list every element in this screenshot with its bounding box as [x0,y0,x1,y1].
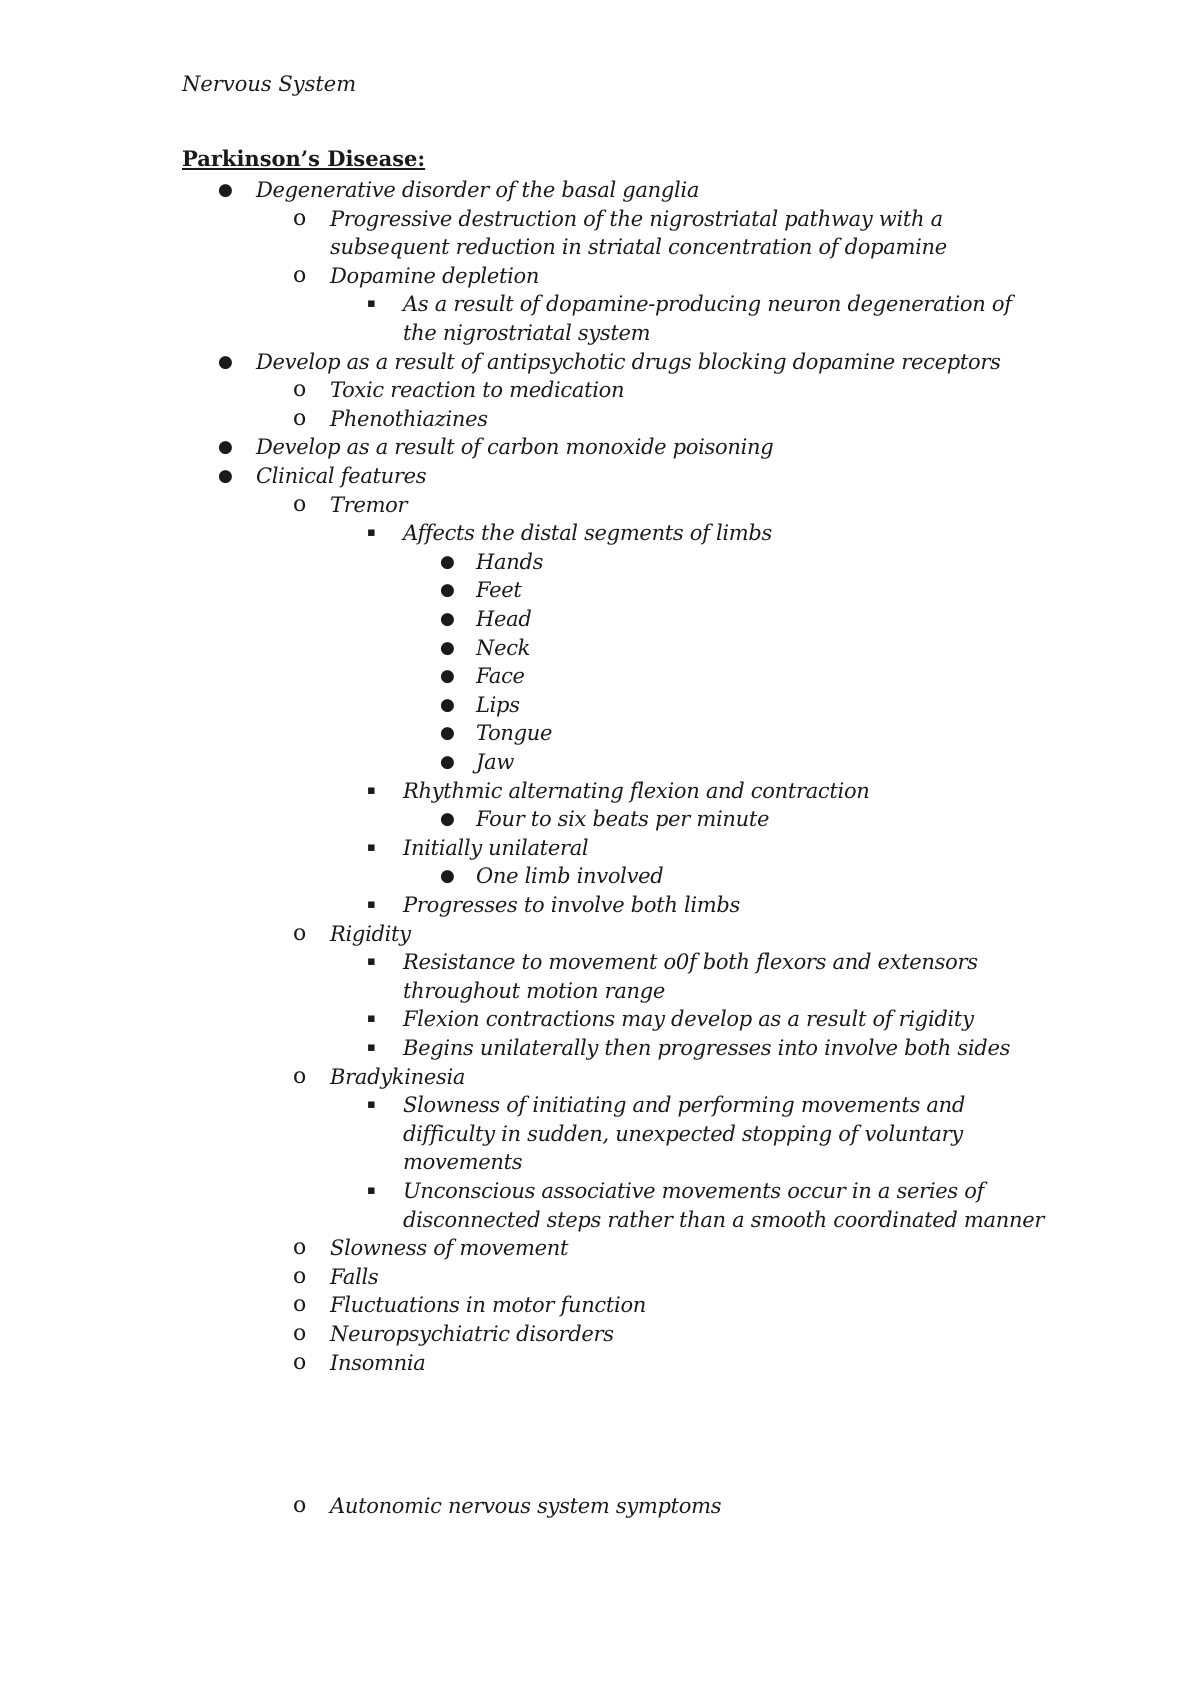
list-item-text: Toxic reaction to medication [330,378,625,403]
circle-bullet-icon: o [293,377,306,403]
circle-bullet-icon: o [293,1321,306,1346]
list-item-text: Neuropsychiatric disorders [330,1322,614,1346]
list-item-text: Neck [476,635,531,660]
list-item-text: Degenerative disorder of the basal ganglia [256,178,700,202]
circle-bullet-icon: o [293,405,306,431]
list-item-text: Unconscious associative movements occur in a series of [403,1179,985,1203]
list-item-text: difficulty in sudden, unexpected stopping of voluntary [403,1121,963,1146]
bullet-icon: ● [440,551,455,572]
list-item-text: movements [403,1150,523,1175]
list-item-text: Phenothiazines [330,406,488,431]
list-item-text: Rigidity [330,921,411,946]
bullet-icon: ● [440,580,455,601]
bullet-icon: ● [218,466,233,486]
list-item-text: Jaw [476,750,515,774]
list-item-text: Initially unilateral [403,835,589,860]
list-item-text: Progresses to involve both limbs [403,893,741,917]
bullet-icon: ● [218,351,233,372]
list-item-text: Head [476,607,532,631]
list-item-text: Tremor [330,492,408,517]
list-item-text: One limb involved [476,864,664,889]
list-item-text: Slowness of initiating and performing movements and [403,1093,966,1118]
square-bullet-icon: ▪ [367,897,376,912]
circle-bullet-icon: o [293,920,306,946]
list-item-text: Dopamine depletion [330,263,540,288]
bullet-icon: ● [218,180,233,200]
bullet-icon: ● [440,752,455,772]
list-item-text: Develop as a result of carbon monoxide poisoning [256,435,774,460]
circle-bullet-icon: o [293,262,306,288]
bullet-icon: ● [440,723,455,744]
list-item-text: disconnected steps rather than a smooth coordinated manner [403,1207,1045,1232]
square-bullet-icon: ▪ [367,839,376,855]
square-bullet-icon: ▪ [367,525,376,541]
section-heading: Parkinson’s Disease: [182,146,426,171]
list-item-text: Autonomic nervous system symptoms [330,1494,722,1519]
square-bullet-icon: ▪ [367,1040,376,1055]
list-item-text: Progressive destruction of the nigrostriatal pathway with a [330,206,943,231]
circle-bullet-icon: o [293,1263,306,1289]
bullet-icon: ● [440,694,455,715]
bullet-icon: ● [440,866,455,887]
list-item-text: Tongue [476,721,553,746]
list-item-text: Develop as a result of antipsychotic drugs blocking dopamine receptors [256,349,1001,374]
square-bullet-icon: ▪ [367,1011,376,1027]
page-header: Nervous System [182,72,357,96]
bullet-icon: ● [218,437,233,458]
list-item-text: Falls [330,1264,379,1289]
list-item-text: Fluctuations in motor function [330,1293,647,1318]
list-item-text: Begins unilaterally then progresses into involve both sides [403,1036,1011,1060]
list-item-text: Rhythmic alternating flexion and contraction [403,778,870,803]
list-item-text: Four to six beats per minute [476,807,770,832]
circle-bullet-icon: o [293,1493,306,1519]
circle-bullet-icon: o [293,1349,306,1375]
circle-bullet-icon: o [293,1235,306,1261]
list-item-text: Slowness of movement [330,1236,569,1261]
bullet-icon: ● [440,666,455,687]
circle-bullet-icon: o [293,491,306,517]
square-bullet-icon: ▪ [367,782,376,798]
list-item-text: Affects the distal segments of limbs [403,521,773,546]
list-item-text: throughout motion range [403,978,666,1003]
list-item-text: Hands [476,549,544,574]
circle-bullet-icon: o [293,1063,306,1089]
bullet-icon: ● [440,637,455,658]
list-item-text: Clinical features [256,464,427,488]
bullet-icon: ● [440,609,455,629]
list-item-text: the nigrostriatal system [403,321,651,345]
bullet-icon: ● [440,809,455,830]
list-item-text: Bradykinesia [330,1064,466,1089]
square-bullet-icon: ▪ [367,1183,376,1198]
list-item-text: Insomnia [330,1350,426,1375]
list-item-text: subsequent reduction in striatal concentration of dopamine [330,235,947,260]
square-bullet-icon: ▪ [367,1097,376,1113]
circle-bullet-icon: o [293,1292,306,1318]
list-item-text: Lips [476,692,520,717]
list-item-text: Flexion contractions may develop as a result of rigidity [403,1007,974,1032]
square-bullet-icon: ▪ [367,296,376,312]
list-item-text: Face [476,664,525,689]
circle-bullet-icon: o [293,205,306,231]
square-bullet-icon: ▪ [367,954,376,970]
list-item-text: Resistance to movement o0f both flexors and extensors [403,950,978,975]
list-item-text: As a result of dopamine-producing neuron degeneration of [403,292,1012,317]
list-item-text: Feet [476,578,522,603]
